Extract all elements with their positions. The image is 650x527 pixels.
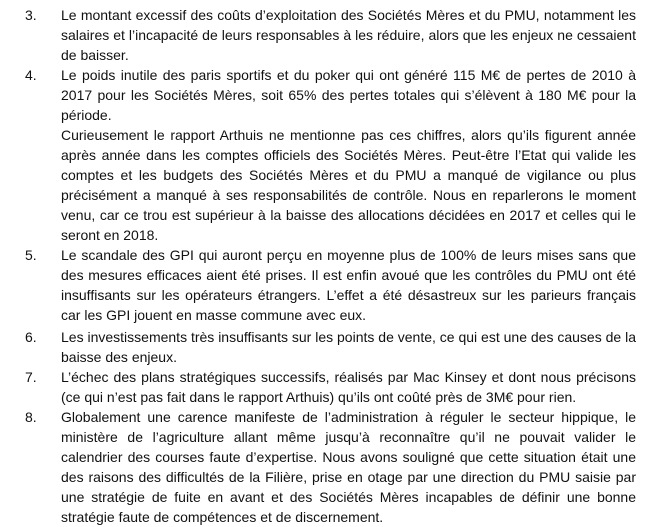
list-item-8 <box>25 407 636 527</box>
item-paragraph: Le montant excessif des coûts d’exploitation des Sociétés Mères et du PMU, notamment les salaires et l’incapacité de leurs responsables à les réduire, alors que les enjeux ne cessaient de baisser. <box>61 7 636 63</box>
list-item-3 <box>25 5 636 65</box>
item-paragraph: Le scandale des GPI qui auront perçu en moyenne plus de 100% de leurs mises sans que des mesures efficaces aient été prises. Il est enfin avoué que les contrôles du PMU ont été insuffisants sur les opérateurs étrangers. L’effet a été désastreux sur les parieurs français car les GPI jouent en masse commune avec eux. <box>61 247 636 323</box>
item-body <box>61 367 636 407</box>
item-number: 7. <box>25 369 37 385</box>
item-paragraph: Le poids inutile des paris sportifs et du poker qui ont généré 115 M€ de pertes de 2010 à 2017 pour les Sociétés Mères, soit 65% des pertes totales qui s’élèvent à 180 M€ pour la période. <box>61 67 636 123</box>
item-paragraph: L’échec des plans stratégiques successifs, réalisés par Mac Kinsey et dont nous précisons (ce qui n’est pas fait dans le rapport Arthuis) qu’ils ont coûté près de 3M€ pour rien. <box>61 369 636 405</box>
item-number: 5. <box>25 247 37 263</box>
list-item-7 <box>25 367 636 407</box>
item-paragraph: Les investissements très insuffisants sur les points de vente, ce qui est une des causes de la baisse des enjeux. <box>61 329 636 365</box>
item-number: 8. <box>25 409 37 425</box>
list-item-4 <box>25 65 636 245</box>
list-item-5 <box>25 245 636 325</box>
item-paragraph: Globalement une carence manifeste de l’administration à réguler le secteur hippique, le ministère de l’agriculture allant même jusqu’à reconnaître qu’il ne pouvait valider le calendrier des courses faute d’expertise. Nous avons souligné que cette situation était une des raisons des difficultés de la Filière, prise en otage par une direction du PMU saisie par une stratégie de fuite en avant et des Sociétés Mères incapables de définir une bonne stratégie faute de compétences et de discernement. <box>61 409 636 525</box>
item-paragraph: Curieusement le rapport Arthuis ne mentionne pas ces chiffres, alors qu’ils figurent année après année dans les comptes officiels des Sociétés Mères. Peut-être l’Etat qui valide les comptes et les budgets des Sociétés Mères et du PMU a manqué de vigilance ou plus précisément a manqué à ses responsabilités de contrôle. Nous en reparlerons le moment venu, car ce trou est supérieur à la baisse des allocations décidées en 2017 et celles qui le seront en 2018. <box>61 127 636 243</box>
numbered-list <box>25 5 636 527</box>
list-item-6 <box>25 327 636 367</box>
item-body <box>61 5 636 65</box>
item-body <box>61 407 636 527</box>
item-number: 4. <box>25 67 37 83</box>
item-body <box>61 245 636 325</box>
item-body <box>61 327 636 367</box>
item-number: 3. <box>25 7 37 23</box>
item-number: 6. <box>25 329 37 345</box>
item-body <box>61 65 636 245</box>
